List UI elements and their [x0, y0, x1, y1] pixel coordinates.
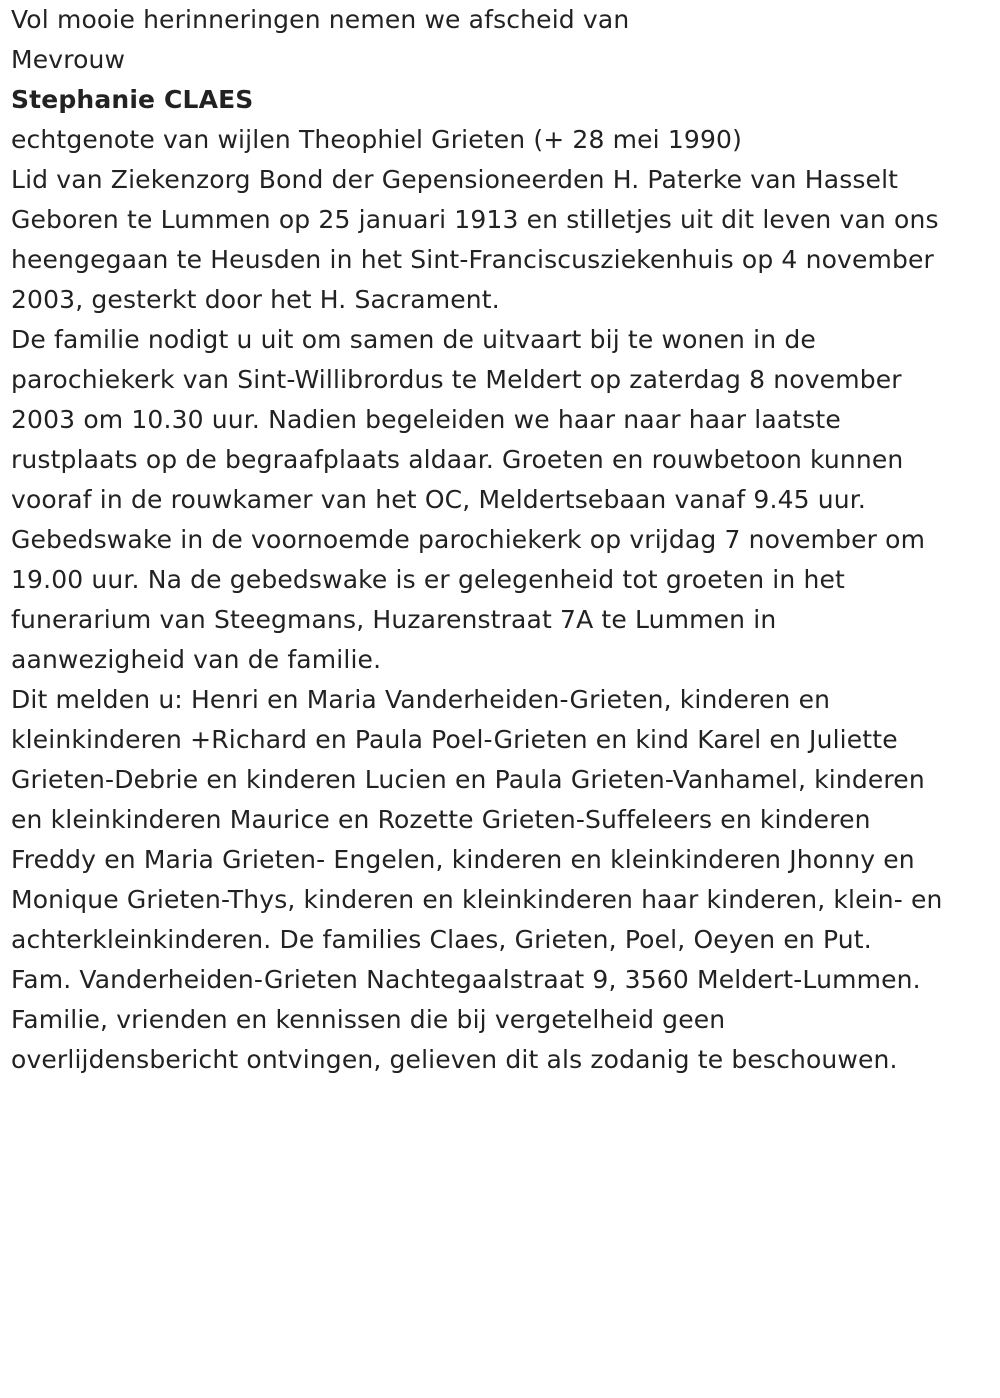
membership-line: Lid van Ziekenzorg Bond der Gepensioneerden H. Paterke van Hasselt	[11, 165, 899, 194]
birth-death-line: Geboren te Lummen op 25 januari 1913 en stilletjes uit dit leven van ons	[11, 205, 939, 234]
family-line: Dit melden u: Henri en Maria Vanderheiden-Grieten, kinderen en	[11, 685, 831, 714]
funeral-line: 19.00 uur. Na de gebedswake is er gelegenheid tot groeten in het	[11, 565, 845, 594]
funeral-line: aanwezigheid van de familie.	[11, 645, 382, 674]
family-paragraph	[11, 680, 991, 960]
funeral-line: Gebedswake in de voornoemde parochiekerk op vrijdag 7 november om	[11, 525, 926, 554]
family-line: Monique Grieten-Thys, kinderen en kleinkinderen haar kinderen, klein- en	[11, 885, 943, 914]
closing-line: Familie, vrienden en kennissen die bij vergetelheid geen	[11, 1005, 726, 1034]
family-line: kleinkinderen +Richard en Paula Poel-Grieten en kind Karel en Juliette	[11, 725, 898, 754]
closing-line: overlijdensbericht ontvingen, gelieven dit als zodanig te beschouwen.	[11, 1045, 898, 1074]
family-line: Grieten-Debrie en kinderen Lucien en Paula Grieten-Vanhamel, kinderen	[11, 765, 925, 794]
funeral-line: rustplaats op de begraafplaats aldaar. Groeten en rouwbetoon kunnen	[11, 445, 904, 474]
honorific: Mevrouw	[11, 45, 126, 74]
funeral-line: funerarium van Steegmans, Huzarenstraat 7A te Lummen in	[11, 605, 777, 634]
funeral-line: parochiekerk van Sint-Willibrordus te Meldert op zaterdag 8 november	[11, 365, 902, 394]
family-line: Freddy en Maria Grieten- Engelen, kinderen en kleinkinderen Jhonny en	[11, 845, 915, 874]
funeral-line: vooraf in de rouwkamer van het OC, Meldertsebaan vanaf 9.45 uur.	[11, 485, 866, 514]
family-address: Fam. Vanderheiden-Grieten Nachtegaalstraat 9, 3560 Meldert-Lummen.	[11, 965, 921, 994]
funeral-line: De familie nodigt u uit om samen de uitvaart bij te wonen in de	[11, 325, 816, 354]
family-line: achterkleinkinderen. De families Claes, Grieten, Poel, Oeyen en Put.	[11, 925, 872, 954]
spouse-line: echtgenote van wijlen Theophiel Grieten (+ 28 mei 1990)	[11, 125, 742, 154]
family-line: en kleinkinderen Maurice en Rozette Grieten-Suffeleers en kinderen	[11, 805, 871, 834]
closing-paragraph	[11, 1000, 991, 1080]
birth-death-line: 2003, gesterkt door het H. Sacrament.	[11, 285, 500, 314]
death-notice	[11, 0, 991, 1080]
funeral-paragraph	[11, 320, 991, 680]
opening-line: Vol mooie herinneringen nemen we afscheid van	[11, 5, 630, 34]
birth-death-line: heengegaan te Heusden in het Sint-Franciscusziekenhuis op 4 november	[11, 245, 934, 274]
birth-death-paragraph	[11, 200, 991, 320]
funeral-line: 2003 om 10.30 uur. Nadien begeleiden we haar naar haar laatste	[11, 405, 841, 434]
deceased-name: Stephanie CLAES	[11, 85, 254, 114]
